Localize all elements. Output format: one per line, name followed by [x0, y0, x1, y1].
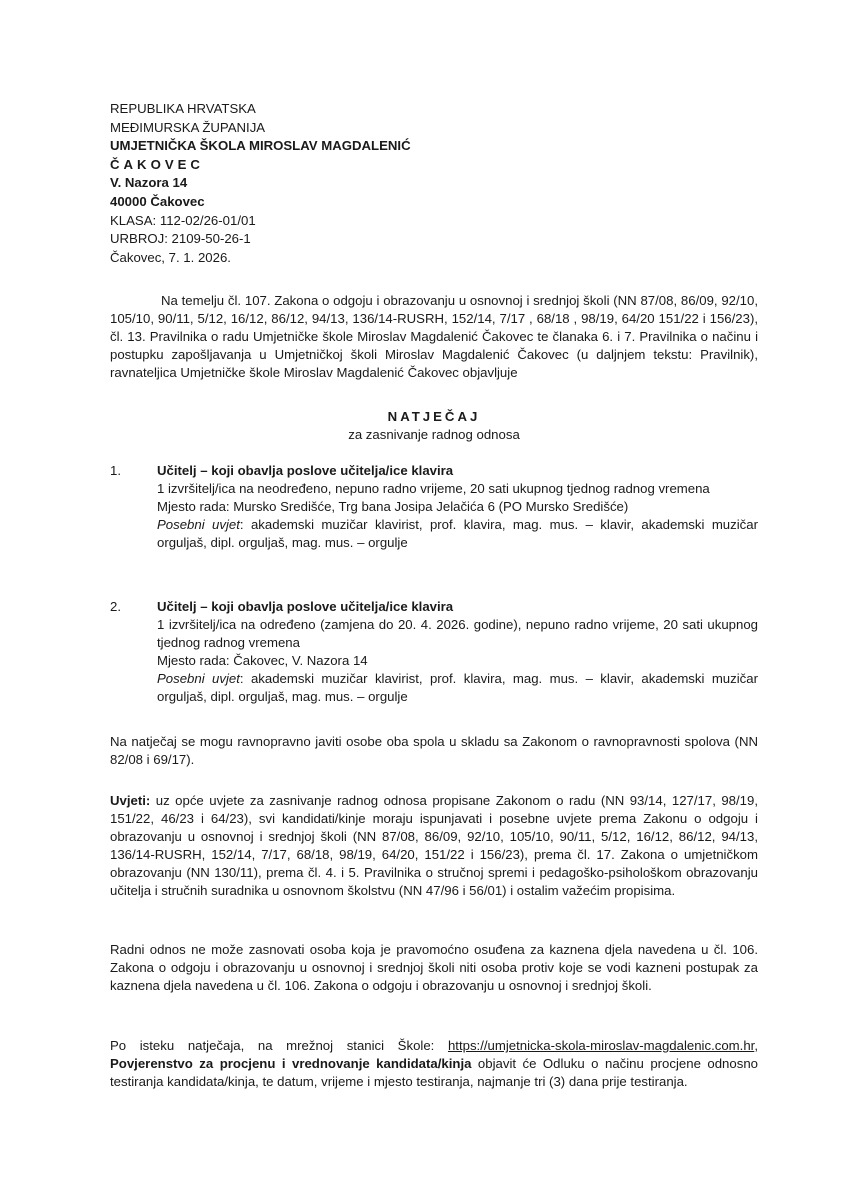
- position-title: Učitelj – koji obavlja poslove učitelja/ice klavira: [157, 463, 454, 478]
- condition-label: Posebni uvjet: [157, 517, 240, 532]
- header-county: MEĐIMURSKA ŽUPANIJA: [110, 119, 266, 135]
- position-number: 2.: [110, 599, 121, 614]
- closing-paragraph: Po isteku natječaja, na mrežnoj stanici Škole: https://umjetnicka-skola-miroslav-magdalenic.com.hr, Povjerenstvo za procjenu i vrednovanje kandidata/kinja objavit će Odluku o načinu procjene odnosno testiranja kandidata/kinja, te datum, vrijeme i mjesto testiranja, najmanje tri (3) dana prije testiranja.: [110, 1038, 758, 1089]
- position-item-1: [110, 462, 758, 552]
- position-number: 1.: [110, 463, 121, 478]
- header-date: Čakovec, 7. 1. 2026.: [110, 249, 231, 265]
- position-place: Mjesto rada: Čakovec, V. Nazora 14: [157, 653, 368, 668]
- position-description: 1 izvršitelj/ica na određeno (zamjena do 20. 4. 2026. godine), nepuno radno vrijeme, 20 sati ukupnog tjednog radnog vremena: [157, 617, 758, 650]
- notice-subheading: za zasnivanje radnog odnosa: [348, 427, 520, 442]
- header-city: ČAKOVEC: [110, 156, 204, 172]
- header-klasa: KLASA: 112-02/26-01/01: [110, 212, 256, 228]
- position-item-2: [110, 598, 758, 706]
- notice-title: [110, 408, 758, 444]
- conditions-paragraph: Uvjeti: uz opće uvjete za zasnivanje radnog odnosa propisane Zakonom o radu (NN 93/14, 127/17, 98/19, 151/22, 46/23 i 64/23), svi kandidati/kinje moraju ispunjavati i posebne uvjete prema Zakonu o odgoju i obrazovanju u osnovnoj i srednjoj školi (NN 87/08, 86/09, 92/10, 105/10, 90/11, 5/12, 16/12, 86/12, 94/13, 136/14-RUSRH, 152/14, 7/17, 68/18, 98/19, 64/20, 151/22 i 156/23), prema čl. 17. Zakona o umjetničkom obrazovanju (NN 130/11), prema čl. 4. i 5. Pravilnika o stručnoj spremi i pedagoško-psihološkom obrazovanju učitelja i stručnih suradnika u osnovnom školstvu (NN 47/96 i 56/01) i ostalim važećim propisima.: [110, 793, 758, 898]
- header-urbroj: URBROJ: 2109-50-26-1: [110, 231, 251, 247]
- equality-paragraph: Na natječaj se mogu ravnopravno javiti osobe oba spola u skladu sa Zakonom o ravnopravnosti spolova (NN 82/08 i 69/17).: [110, 734, 758, 767]
- restriction-paragraph: Radni odnos ne može zasnovati osoba koja je pravomoćno osuđena za kaznena djela navedena u čl. 106. Zakona o odgoju i obrazovanju u osnovnoj i srednjoj školi niti osoba protiv koje se vodi kazneni postupak za kaznena djela navedena u čl. 106. Zakona o odgoju i obrazovanju u osnovnoj i srednjoj školi.: [110, 942, 758, 993]
- header-country: REPUBLIKA HRVATSKA: [110, 101, 256, 116]
- header-street: V. Nazora 14: [110, 175, 188, 191]
- condition-label: Posebni uvjet: [157, 671, 240, 686]
- header-postal: 40000 Čakovec: [110, 193, 205, 209]
- position-place: Mjesto rada: Mursko Središće, Trg bana Josipa Jelačića 6 (PO Mursko Središće): [157, 499, 629, 514]
- position-condition: Posebni uvjet: akademski muzičar klavirist, prof. klavira, mag. mus. – klavir, akademski muzičar orguljaš, dipl. orguljaš, mag. mus. – orgulje: [157, 671, 758, 704]
- school-website-link[interactable]: https://umjetnicka-skola-miroslav-magdalenic.com.hr: [447, 1038, 755, 1053]
- position-description: 1 izvršitelj/ica na neodređeno, nepuno radno vrijeme, 20 sati ukupnog tjednog radnog vremena: [157, 481, 710, 496]
- letterhead: [110, 100, 610, 267]
- conditions-label: Uvjeti:: [110, 793, 151, 808]
- notice-heading: NATJEČAJ: [387, 409, 481, 424]
- header-school-name: UMJETNIČKA ŠKOLA MIROSLAV MAGDALENIĆ: [110, 138, 411, 154]
- position-title: Učitelj – koji obavlja poslove učitelja/ice klavira: [157, 599, 454, 614]
- committee-name: Povjerenstvo za procjenu i vrednovanje kandidata/kinja: [110, 1056, 472, 1071]
- intro-paragraph: Na temelju čl. 107. Zakona o odgoju i obrazovanju u osnovnoj i srednjoj školi (NN 87/08, 86/09, 92/10, 105/10, 90/11, 5/12, 16/12, 86/12, 94/13, 136/14-RUSRH, 152/14, 7/17 , 68/18 , 98/19, 64/20 151/22 i 156/23), čl. 13. Pravilnika o radu Umjetničke škole Miroslav Magdalenić Čakovec te članaka 6. i 7. Pravilnika o načinu i postupku zapošljavanja u Umjetničkoj školi Miroslav Magdalenić Čakovec (u daljnjem tekstu: Pravilnik), ravnateljica Umjetničke škole Miroslav Magdalenić Čakovec objavljuje: [110, 293, 758, 380]
- position-condition: Posebni uvjet: akademski muzičar klavirist, prof. klavira, mag. mus. – klavir, akademski muzičar orguljaš, dipl. orguljaš, mag. mus. – orgulje: [157, 517, 758, 550]
